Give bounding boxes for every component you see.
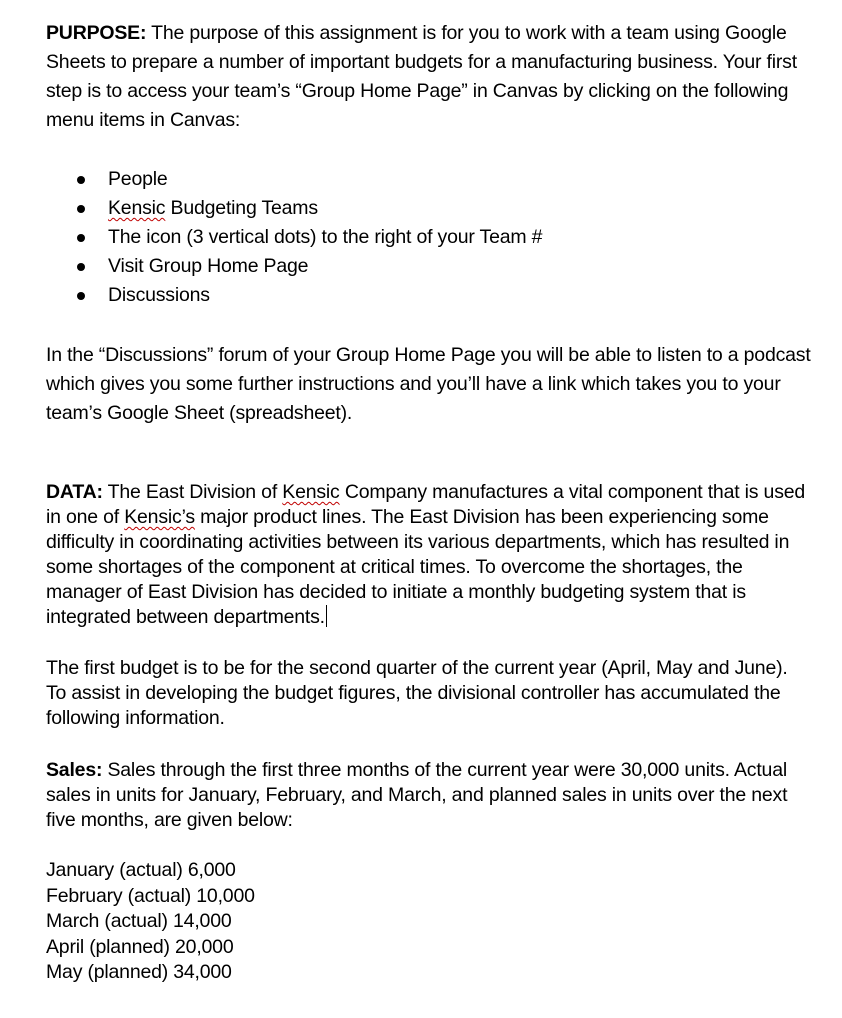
sales-label: Sales: (46, 759, 103, 781)
list-item: Kensic Budgeting Teams (46, 194, 542, 223)
list-item: January (actual) 6,000 (46, 859, 236, 881)
list-item: Discussions (46, 281, 542, 310)
bullet-icon (77, 263, 85, 271)
list-item: People (46, 165, 542, 194)
bullet-icon (77, 234, 85, 242)
list-item: March (actual) 14,000 (46, 910, 232, 932)
canvas-menu-list (46, 165, 542, 310)
data-label: DATA: (46, 481, 103, 503)
spellcheck-underline: Kensic (282, 481, 340, 503)
list-item: April (planned) 20,000 (46, 935, 234, 958)
sales-units-list (46, 858, 255, 986)
bullet-icon (77, 176, 85, 184)
bullet-icon (77, 205, 85, 213)
bullet-icon (77, 292, 85, 300)
purpose-label: PURPOSE: (46, 22, 147, 44)
text-cursor (326, 605, 328, 627)
spellcheck-underline: Kensic (108, 197, 166, 219)
data-paragraph: DATA: The East Division of Kensic Company manufactures a vital component that is used in one of Kensic’s major product lines. The East Division has been experiencing some difficulty in coordinating activities between its various departments, which has resulted in some shortages of the component at critical times. To overcome the shortages, the manager of East Division has decided to initiate a monthly budgeting system that is integrated between departments. (46, 481, 806, 628)
sales-paragraph: Sales: Sales through the first three months of the current year were 30,000 units. Actual sales in units for January, February, and March, and planned sales in units over the next five months, are given below: (46, 759, 788, 831)
list-item: The icon (3 vertical dots) to the right of your Team # (46, 223, 542, 252)
first-budget-paragraph: The first budget is to be for the second quarter of the current year (April, May and June). To assist in developing the budget figures, the divisional controller has accumulated the following information. (46, 657, 788, 729)
purpose-text: The purpose of this assignment is for you to work with a team using Google Sheets to prepare a number of important budgets for a manufacturing business. Your first step is to access your team’s “Group Home Page” in Canvas by clicking on the following menu items in Canvas: (46, 22, 797, 131)
discussions-paragraph: In the “Discussions” forum of your Group Home Page you will be able to listen to a podcast which gives you some further instructions and you’ll have a link which takes you to your team’s Google Sheet (spreadsheet). (46, 344, 811, 424)
purpose-paragraph (46, 19, 816, 135)
list-item: February (actual) 10,000 (46, 884, 255, 907)
list-item: Visit Group Home Page (46, 252, 542, 281)
list-item: May (planned) 34,000 (46, 961, 232, 983)
spellcheck-underline: Kensic’s (124, 506, 195, 528)
